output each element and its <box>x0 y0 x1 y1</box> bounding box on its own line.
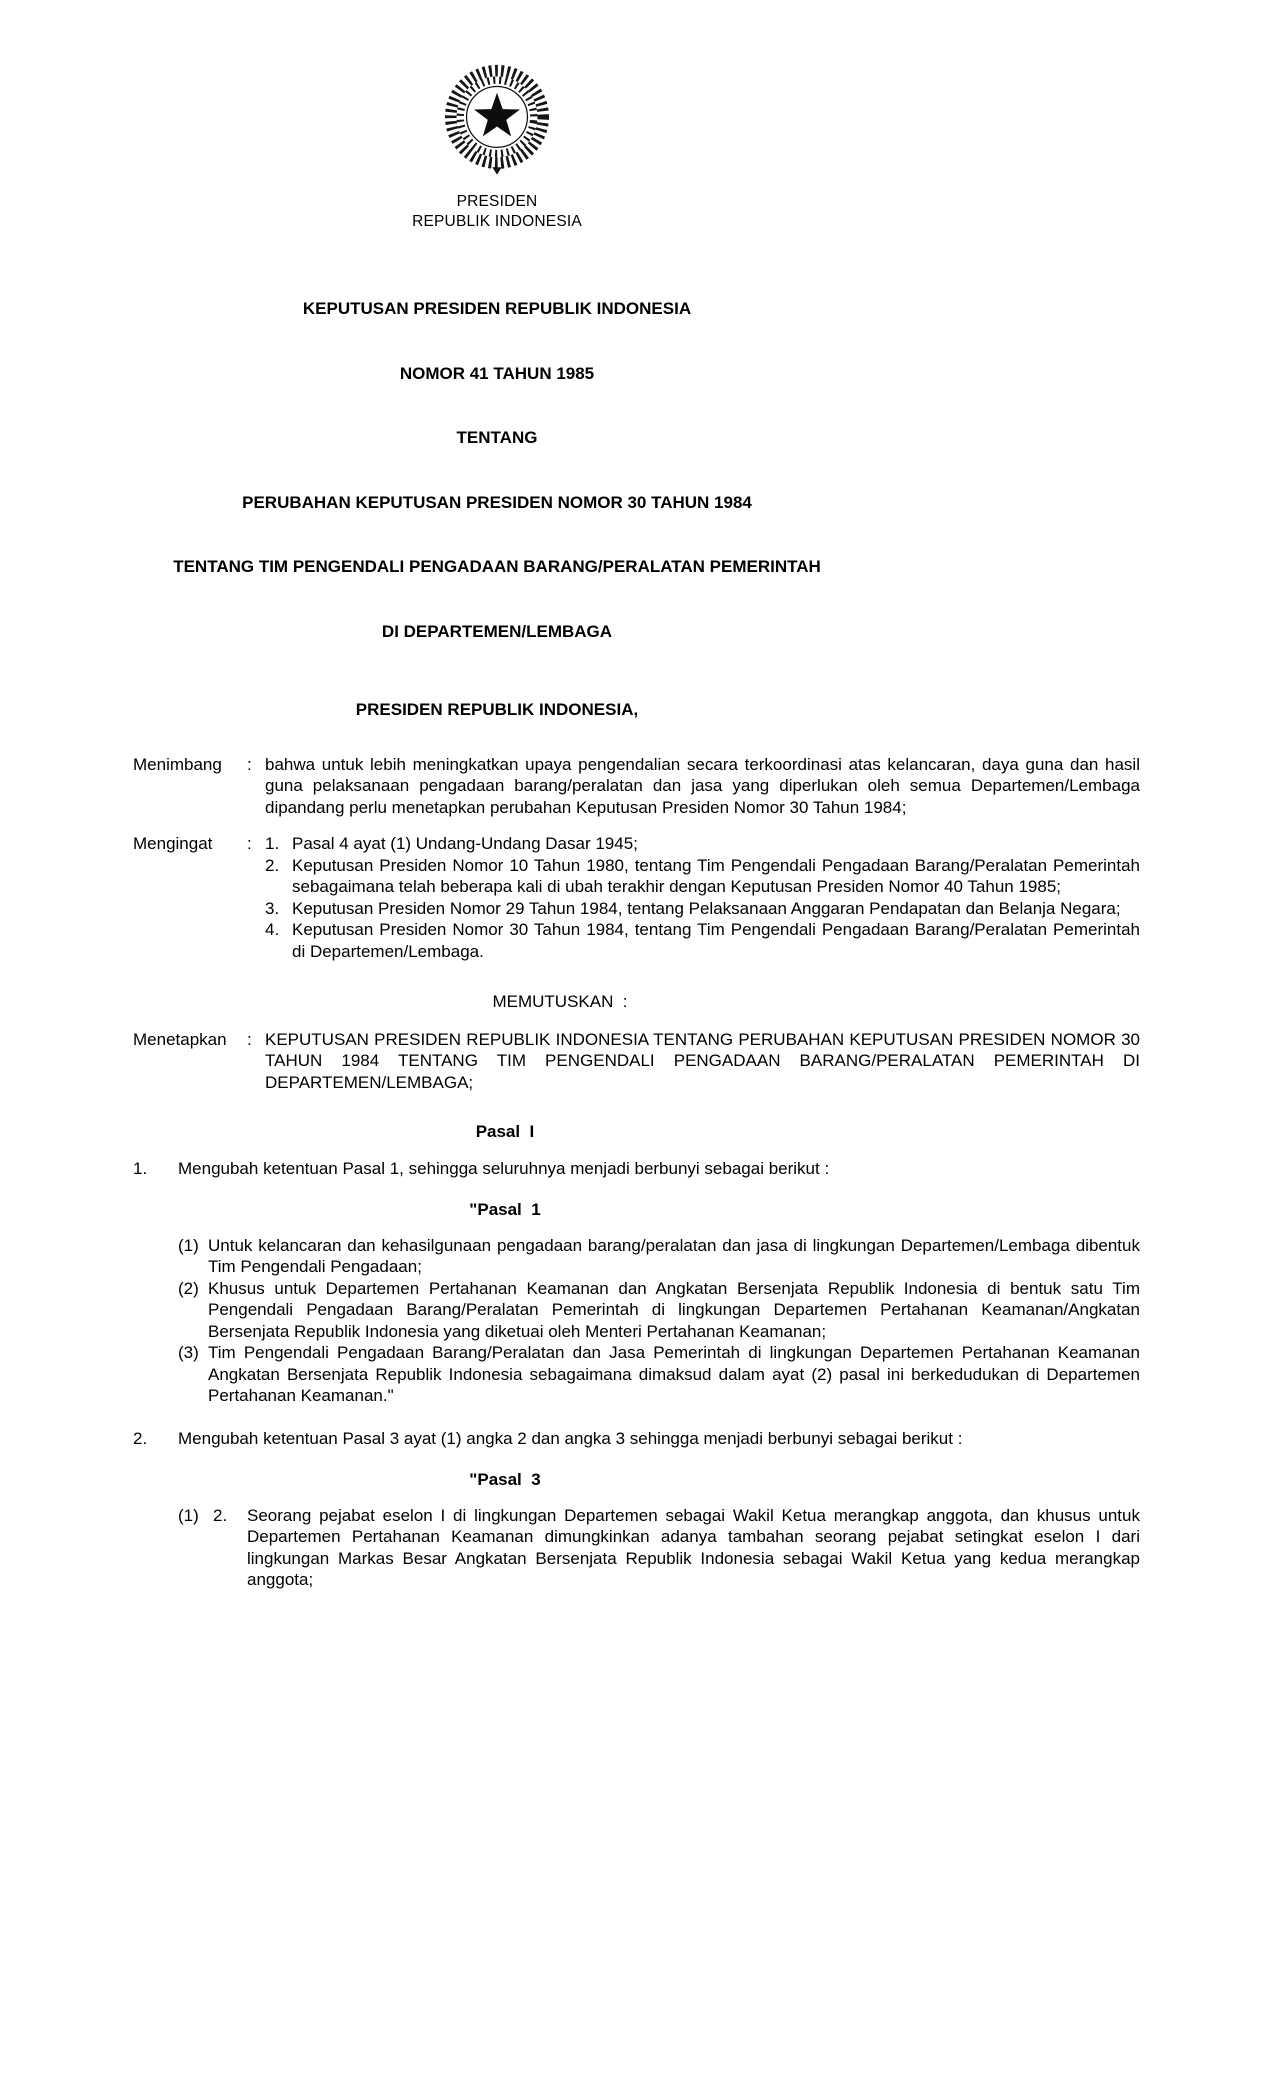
ayat-item <box>178 1235 1140 1278</box>
mengingat-label: Mengingat <box>133 834 213 853</box>
list-item-number: 2. <box>265 855 280 875</box>
org-name <box>0 192 994 232</box>
pasal-3-heading: "Pasal 3 <box>469 1470 541 1489</box>
ayat-text: Tim Pengendali Pengadaan Barang/Peralatan dan Jasa Pemerintah di lingkungan Departemen Pertahanan Keamanan Angkatan Bersenjata Republik Indonesia sebagaimana dimaksud dalam ayat (2) pasal ini berkedudukan di Departemen Pertahanan Keamanan." <box>208 1343 1140 1405</box>
org-name-line2: REPUBLIK INDONESIA <box>412 213 582 230</box>
memutuskan-heading: MEMUTUSKAN : <box>492 992 628 1011</box>
pasal-I-heading: Pasal I <box>475 1122 535 1141</box>
pasal-1-heading: "Pasal 1 <box>469 1200 541 1219</box>
star-icon <box>474 93 520 137</box>
item-text: Mengubah ketentuan Pasal 1, sehingga seluruhnya menjadi berbunyi sebagai berikut : <box>178 1158 830 1178</box>
salutation: PRESIDEN REPUBLIK INDONESIA, <box>355 700 639 719</box>
list-item-number: 1. <box>265 834 280 853</box>
ayat-text: Khusus untuk Departemen Pertahanan Keamanan dan Angkatan Bersenjata Republik Indonesia di bentuk satu Tim Pengendali Pengadaan Barang/Peralatan Pemerintah di lingkungan Departemen Pertahanan Keamanan/Angkatan Bersenjata Republik Indonesia yang diketuai oleh Menteri Pertahanan Keamanan; <box>208 1278 1140 1341</box>
decree-title <box>0 255 994 685</box>
pasal-3-ayat-row <box>178 1505 1140 1591</box>
mengingat-colon: : <box>247 834 252 853</box>
menetapkan-colon: : <box>247 1029 252 1049</box>
pasal-I-item-1 <box>133 1158 1140 1180</box>
title-line-5: TENTANG TIM PENGENDALI PENGADAAN BARANG/PERALATAN PEMERINTAH <box>173 557 821 576</box>
list-item <box>265 855 1140 898</box>
menimbang-label: Menimbang <box>133 754 222 774</box>
ayat-number: (2) <box>178 1278 199 1298</box>
ayat-item <box>178 1278 1140 1343</box>
title-line-3: TENTANG <box>456 428 538 447</box>
item-number: 2. <box>133 1428 148 1448</box>
letterhead <box>0 0 994 721</box>
list-item-number: 3. <box>265 898 280 918</box>
list-item-text: Keputusan Presiden Nomor 30 Tahun 1984, tentang Tim Pengendali Pengadaan Barang/Peralatan Pemerintah di Departemen/Lembaga. <box>292 920 1140 961</box>
title-line-1: KEPUTUSAN PRESIDEN REPUBLIK INDONESIA <box>302 299 692 318</box>
list-item-text: Keputusan Presiden Nomor 29 Tahun 1984, tentang Pelaksanaan Anggaran Pendapatan dan Belanja Negara; <box>292 898 1121 918</box>
title-line-2: NOMOR 41 TAHUN 1985 <box>399 363 595 383</box>
ayat-subnumber: 2. <box>213 1505 228 1525</box>
ayat-item <box>178 1342 1140 1407</box>
item-number: 1. <box>133 1158 148 1178</box>
list-item <box>265 898 1140 920</box>
ayat-text: Seorang pejabat eselon I di lingkungan Departemen sebagai Wakil Ketua merangkap anggota, dan khusus untuk Departemen Pertahanan Keamanan dimungkinkan adanya tambahan seorang pejabat setingkat eselon I dari lingkungan Markas Besar Angkatan Bersenjata Republik Indonesia sebagai Wakil Ketua yang kedua merangkap anggota; <box>247 1505 1140 1589</box>
menetapkan-text: KEPUTUSAN PRESIDEN REPUBLIK INDONESIA TENTANG PERUBAHAN KEPUTUSAN PRESIDEN NOMOR 30 TAHUN 1984 TENTANG TIM PENGENDALI PENGADAAN BARANG/PERALATAN PEMERINTAH DI DEPARTEMEN/LEMBAGA; <box>265 1029 1140 1092</box>
ayat-number: (3) <box>178 1343 199 1362</box>
list-item <box>265 919 1140 962</box>
menimbang-text: bahwa untuk lebih meningkatkan upaya pengendalian secara terkoordinasi atas kelancaran, daya guna dan hasil guna pelaksanaan pengadaan barang/peralatan dan jasa yang diperlukan oleh semua Departemen/Lembaga dipandang perlu menetapkan perubahan Keputusan Presiden Nomor 30 Tahun 1984; <box>265 754 1140 817</box>
pasal-1-ayat-list <box>178 1235 1140 1407</box>
list-item-text: Keputusan Presiden Nomor 10 Tahun 1980, tentang Tim Pengendali Pengadaan Barang/Peralatan Pemerintah sebagaimana telah beberapa kali di ubah terakhir dengan Keputusan Presiden Nomor 40 Tahun 1985; <box>292 855 1140 896</box>
menimbang-colon: : <box>247 754 252 774</box>
title-line-6: DI DEPARTEMEN/LEMBAGA <box>381 621 613 641</box>
ayat-number: (1) <box>178 1235 199 1255</box>
list-item-text: Pasal 4 ayat (1) Undang-Undang Dasar 1945; <box>292 834 638 853</box>
document-body <box>0 754 1275 1591</box>
pasal-I-item-2 <box>133 1428 1140 1450</box>
menimbang-section <box>133 754 1140 819</box>
menetapkan-label: Menetapkan <box>133 1029 227 1049</box>
item-text: Mengubah ketentuan Pasal 3 ayat (1) angka 2 dan angka 3 sehingga menjadi berbunyi sebagai berikut : <box>178 1428 963 1448</box>
mengingat-section <box>133 833 1140 962</box>
list-item-number: 4. <box>265 920 280 939</box>
org-name-line1: PRESIDEN <box>456 193 538 210</box>
menetapkan-section <box>133 1029 1140 1094</box>
presidential-seal-icon <box>434 56 560 182</box>
ayat-text: Untuk kelancaran dan kehasilgunaan pengadaan barang/peralatan dan jasa di lingkungan Departemen/Lembaga dibentuk Tim Pengendali Pengadaan; <box>208 1235 1140 1276</box>
ayat-number: (1) <box>178 1505 199 1525</box>
title-line-4: PERUBAHAN KEPUTUSAN PRESIDEN NOMOR 30 TAHUN 1984 <box>242 492 752 512</box>
mengingat-list <box>265 833 1140 962</box>
list-item <box>265 833 1140 855</box>
